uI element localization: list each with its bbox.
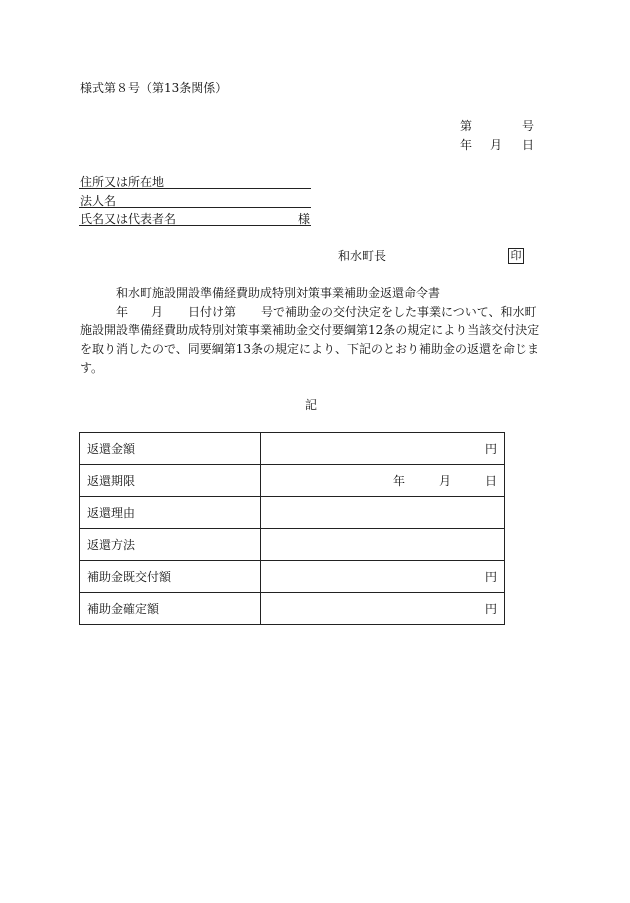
name-underline — [79, 225, 311, 226]
table-row — [80, 593, 505, 625]
issuer-title: 和水町長 — [338, 249, 387, 263]
name-label: 氏名又は代表者名 — [80, 212, 177, 226]
date-month: 月 — [490, 138, 503, 152]
body-line1-date: 日付け第 — [188, 305, 237, 319]
row-label: 返還金額 — [80, 433, 261, 465]
row-label: 補助金確定額 — [80, 593, 261, 625]
body-line3: を取り消したので、同要綱第13条の規定により、下記のとおり補助金の返還を命じま — [80, 342, 540, 356]
date-year: 年 — [460, 138, 473, 152]
table-row — [80, 465, 505, 497]
row-label: 補助金既交付額 — [80, 561, 261, 593]
ki-heading: 記 — [305, 398, 318, 412]
body-line1-year: 年 — [116, 305, 129, 319]
body-line1-rest: 号で補助金の交付決定をした事業について、和水町 — [261, 305, 537, 319]
deadline-month: 月 — [438, 474, 451, 488]
row-label: 返還方法 — [80, 529, 261, 561]
corp-label: 法人名 — [80, 194, 117, 208]
honorific: 様 — [298, 212, 311, 226]
deadline-day: 日 — [484, 474, 497, 488]
row-value: 円 — [261, 593, 505, 625]
doc-number-prefix: 第 — [460, 119, 473, 133]
return-details-table — [79, 432, 505, 625]
body-line2: 施設開設準備経費助成特別対策事業補助金交付要綱第12条の規定により当該交付決定 — [80, 323, 540, 337]
document-title: 和水町施設開設準備経費助成特別対策事業補助金返還命令書 — [116, 286, 441, 300]
body-line4: す。 — [80, 361, 104, 375]
table-row — [80, 497, 505, 529]
doc-number-suffix: 号 — [522, 119, 535, 133]
seal-mark: 印 — [508, 248, 524, 264]
row-label: 返還理由 — [80, 497, 261, 529]
table-row — [80, 561, 505, 593]
row-value — [261, 529, 505, 561]
row-value: 円 — [261, 561, 505, 593]
corp-underline — [79, 207, 311, 208]
address-label: 住所又は所在地 — [80, 175, 165, 189]
deadline-value — [261, 465, 505, 497]
body-line1-month: 月 — [151, 305, 164, 319]
date-day: 日 — [522, 138, 535, 152]
address-underline — [79, 188, 311, 189]
table-row — [80, 529, 505, 561]
row-value: 円 — [261, 433, 505, 465]
table-row — [80, 433, 505, 465]
row-value — [261, 497, 505, 529]
form-number: 様式第８号（第13条関係） — [80, 81, 228, 95]
row-label: 返還期限 — [80, 465, 261, 497]
deadline-year: 年 — [392, 474, 405, 488]
